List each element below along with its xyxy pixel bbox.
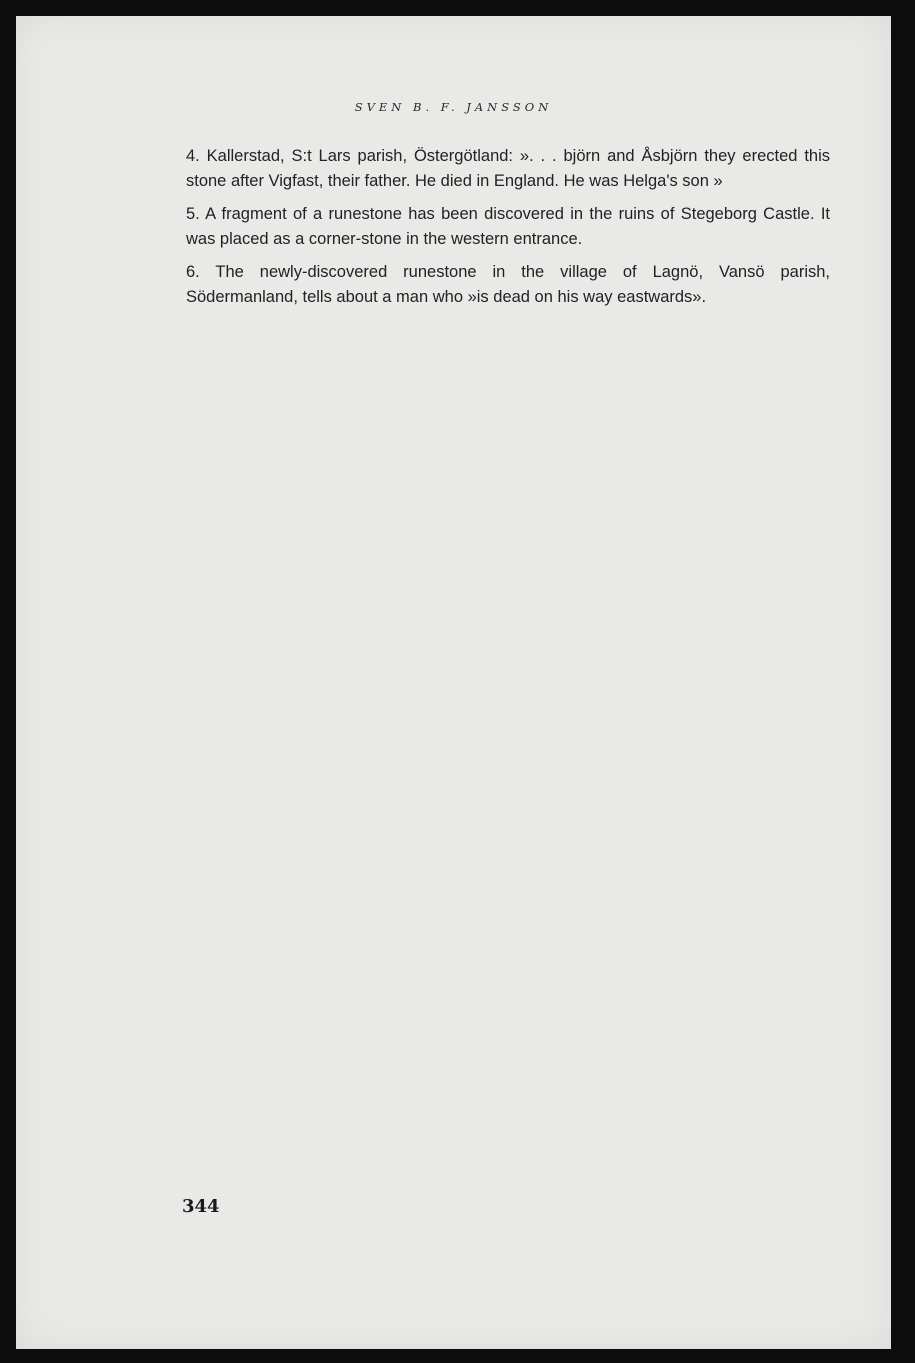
running-head: SVEN B. F. JANSSON xyxy=(354,100,553,114)
paragraph-item-4: 4. Kallerstad, S:t Lars parish, Östergötland: ». . . björn and Åsbjörn they erected this stone after Vigfast, their father. He died in England. He was Helga's son » xyxy=(186,147,830,190)
page-number: 344 xyxy=(182,1196,220,1217)
paragraph-item-5: 5. A fragment of a runestone has been discovered in the ruins of Stegeborg Castle. It was placed as a corner-stone in the western entrance. xyxy=(186,205,830,248)
paragraph-item-6: 6. The newly-discovered runestone in the village of Lagnö, Vansö parish, Södermanland, tells about a man who »is dead on his way eastwards». xyxy=(186,263,830,306)
body-text xyxy=(186,144,830,318)
page-sheet xyxy=(16,16,891,1349)
